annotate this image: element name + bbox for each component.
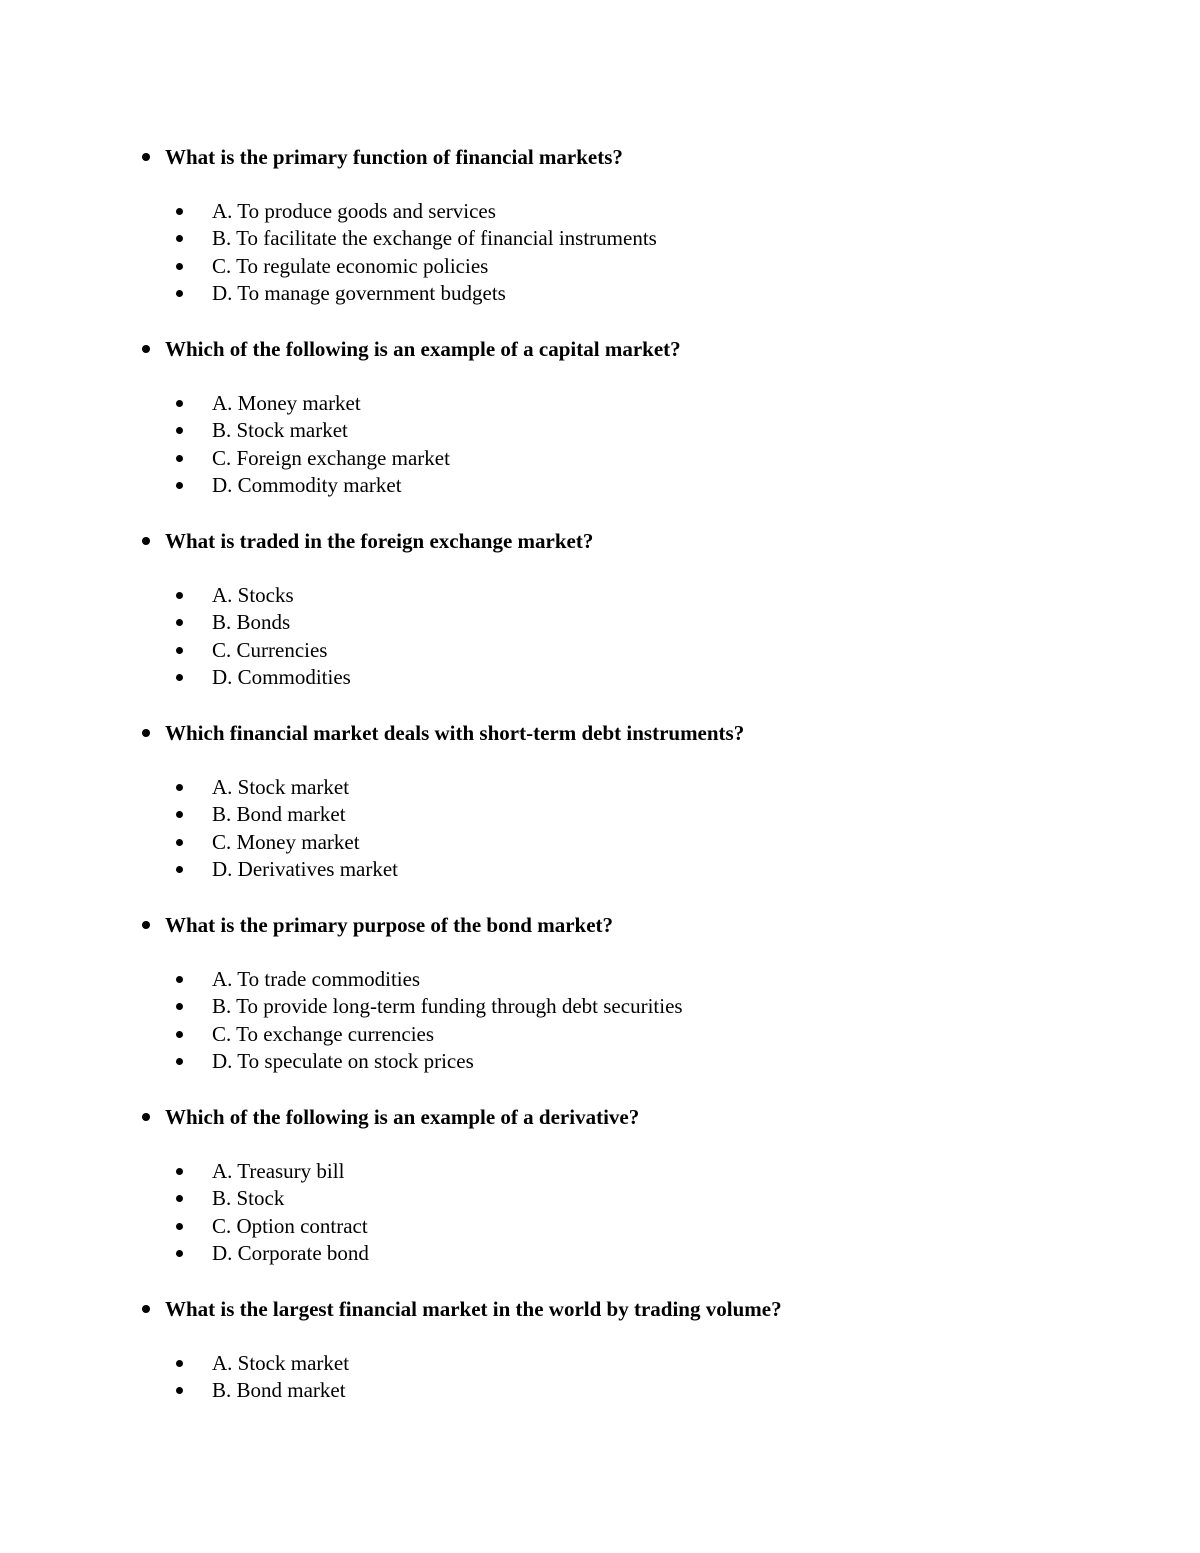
option-item [140,417,1040,444]
question-item [140,719,1140,911]
option-item [140,829,1040,856]
question-text: What is the primary function of financial markets? [165,145,623,169]
bullet-icon [142,153,150,161]
option-text: C. To exchange currencies [212,1021,435,1046]
bullet-icon [176,592,183,599]
question-item [140,1103,1140,1295]
option-text: B. To facilitate the exchange of financial instruments [212,226,657,251]
bullet-icon [176,1250,183,1257]
option-text: C. Option contract [212,1213,368,1238]
option-item [140,1377,1040,1404]
option-text: C. Currencies [212,637,328,662]
option-item [140,856,1040,883]
bullet-icon [142,537,150,545]
bullet-icon [176,1223,183,1230]
option-item [140,1021,1040,1048]
question-item [140,143,1140,335]
question-row [140,911,1140,939]
bullet-icon [176,482,183,489]
bullet-icon [142,921,150,929]
bullet-icon [176,455,183,462]
bullet-icon [176,1168,183,1175]
option-text: B. To provide long-term funding through debt securities [212,994,683,1019]
option-item [140,801,1040,828]
option-text: A. Treasury bill [212,1159,345,1183]
question-list [140,143,1140,1487]
option-item [140,993,1040,1020]
bullet-icon [176,400,183,407]
option-text: D. Derivatives market [212,856,399,881]
option-item [140,472,1040,499]
option-item [140,966,1040,993]
question-text: What is traded in the foreign exchange market? [165,529,594,553]
option-item [140,1240,1040,1267]
option-item [140,253,1040,280]
bullet-icon [176,290,183,297]
question-item [140,335,1140,527]
bullet-icon [142,1305,150,1313]
question-row [140,527,1140,555]
option-text: D. To manage government budgets [212,280,506,305]
bullet-icon [176,263,183,270]
option-text: A. To produce goods and services [212,199,496,223]
bullet-icon [176,674,183,681]
bullet-icon [176,784,183,791]
bullet-icon [176,1195,183,1202]
question-item [140,527,1140,719]
question-row [140,143,1140,171]
option-item [140,582,1040,609]
option-item [140,1350,1040,1377]
option-list [140,582,1040,691]
question-row [140,719,1140,747]
option-text: D. Corporate bond [212,1240,369,1265]
bullet-icon [176,1360,183,1367]
option-text: A. Stocks [212,583,294,607]
option-item [140,445,1040,472]
option-item [140,637,1040,664]
bullet-icon [176,1003,183,1010]
option-list [140,1350,1040,1405]
bullet-icon [142,729,150,737]
option-text: C. To regulate economic policies [212,253,489,278]
bullet-icon [176,208,183,215]
bullet-icon [176,811,183,818]
option-item [140,1185,1040,1212]
bullet-icon [176,1058,183,1065]
bullet-icon [176,235,183,242]
bullet-icon [142,345,150,353]
option-text: B. Stock [212,1186,285,1211]
question-text: What is the largest financial market in the world by trading volume? [165,1297,782,1321]
option-text: A. Stock market [212,775,350,799]
bullet-icon [176,647,183,654]
option-text: C. Foreign exchange market [212,445,450,470]
option-item [140,1213,1040,1240]
option-item [140,1048,1040,1075]
option-text: D. Commodity market [212,472,402,497]
option-text: B. Bond market [212,802,346,827]
question-row [140,1103,1140,1131]
option-list [140,1158,1040,1267]
option-text: A. Money market [212,391,361,415]
option-text: D. Commodities [212,664,351,689]
bullet-icon [176,976,183,983]
bullet-icon [142,1113,150,1121]
question-text: What is the primary purpose of the bond market? [165,913,614,937]
option-text: A. Stock market [212,1351,350,1375]
option-text: D. To speculate on stock prices [212,1048,474,1073]
option-item [140,225,1040,252]
option-item [140,390,1040,417]
question-text: Which of the following is an example of a capital market? [165,337,681,361]
option-list [140,966,1040,1075]
option-item [140,198,1040,225]
question-text: Which of the following is an example of a derivative? [165,1105,640,1129]
option-item [140,609,1040,636]
question-item [140,1295,1140,1487]
option-text: C. Money market [212,829,360,854]
question-row [140,335,1140,363]
bullet-icon [176,619,183,626]
question-item [140,911,1140,1103]
option-text: A. To trade commodities [212,967,421,991]
option-text: B. Stock market [212,418,348,443]
bullet-icon [176,1031,183,1038]
bullet-icon [176,866,183,873]
bullet-icon [176,427,183,434]
option-text: B. Bonds [212,610,291,635]
option-item [140,774,1040,801]
option-list [140,774,1040,883]
question-text: Which financial market deals with short-term debt instruments? [165,721,745,745]
question-row [140,1295,1140,1323]
bullet-icon [176,1387,183,1394]
bullet-icon [176,839,183,846]
option-list [140,390,1040,499]
option-item [140,1158,1040,1185]
option-text: B. Bond market [212,1378,346,1403]
option-list [140,198,1040,307]
option-item [140,280,1040,307]
option-item [140,664,1040,691]
